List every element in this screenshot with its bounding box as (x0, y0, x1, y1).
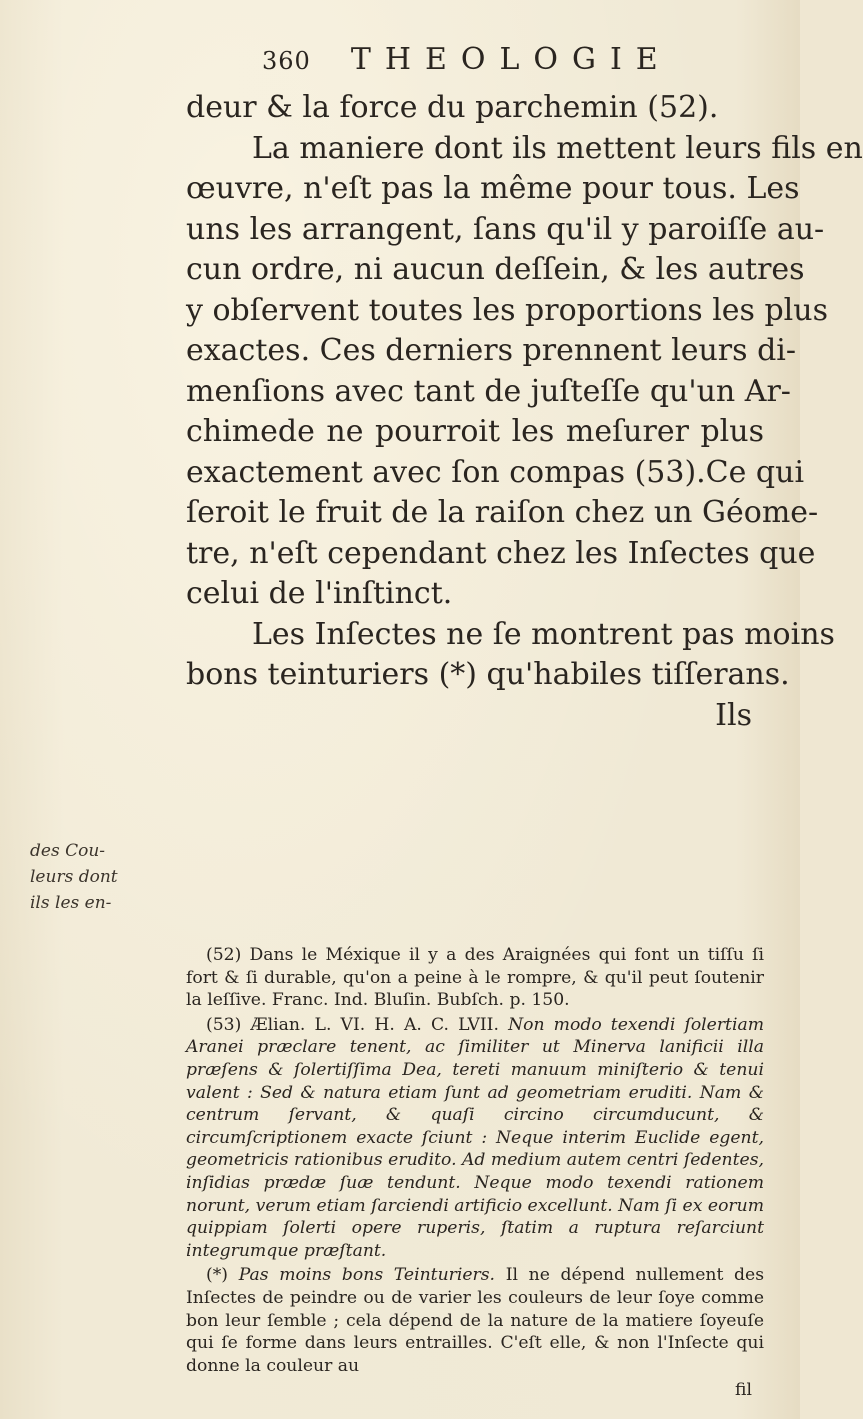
running-title: THEOLOGIE (350, 42, 672, 77)
catchword: Ils (715, 697, 752, 733)
footnote-catchword: fil (735, 1380, 752, 1401)
text-line: y obſervent toutes les proportions les plus (186, 292, 828, 328)
text-line: cun ordre, ni aucun deſſein, & les autres (186, 252, 805, 287)
text-line: uns les arrangent, ſans qu'il y paroiſſe au- (186, 211, 825, 247)
text-line: Les Inſectes ne ſe montrent pas moins (252, 616, 835, 652)
main-text (186, 88, 863, 736)
margin-note-line: ils les en- (30, 893, 112, 913)
page-header (262, 42, 732, 77)
footnote-52: (52) Dans le Méxique il y a des Araignées qui font un tiſſu ſi fort & ſi durable, qu'on a peine à le rompre, & qu'il peut ſoutenir la leſſive. Franc. Ind. Bluſin. Bubſch. p. 150. (186, 945, 764, 1011)
text-line: chimede ne pourroit les meſurer plus (186, 414, 764, 449)
footnotes (186, 944, 764, 1402)
footnote-star-mark: (*) (206, 1265, 229, 1286)
text-line: exactement avec ſon compas (53).Ce qui (186, 454, 805, 490)
text-line: ſeroit le fruit de la raiſon chez un Géome- (186, 495, 819, 530)
margin-note (30, 838, 142, 916)
text-line: œuvre, n'eſt pas la même pour tous. Les (186, 171, 800, 206)
footnote-53-reference: (53) Ælian. L. VI. H. A. C. LVII. (206, 1014, 499, 1035)
footnote-star-text: Il ne dépend nullement des Inſectes de peindre ou de varier les couleurs de leur ſoye comme bon leur ſemble ; cela dépend de la nature de la matiere ſoyeuſe qui ſe forme dans leurs entrailles. C'eſt elle, & non l'Inſecte qui donne la couleur au (186, 1265, 765, 1376)
margin-note-line: des Cou- (30, 841, 106, 861)
text-line: La maniere dont ils mettent leurs fils en (252, 130, 863, 166)
text-line: tre, n'eſt cependant chez les Inſectes que (186, 535, 816, 571)
text-line: menſions avec tant de juſteſſe qu'un Ar- (186, 373, 791, 409)
footnote-star (186, 1264, 764, 1377)
text-line: exactes. Ces derniers prennent leurs di- (186, 333, 797, 368)
text-line: deur & la force du parchemin (52). (186, 90, 719, 125)
footnote-53-latin: Non modo texendi ſolertiam Aranei præclare tenent, ac ſimiliter ut Minerva lanificii illa præſens & ſolertiſſima Dea, tereti manuum miniſterio & tenui valent : Sed & natura etiam ſunt ad geometriam eruditi. Nam & centrum ſervant, & quaſi circino circumducunt, & circumſcriptionem exacte ſciunt : Neque interim Euclide egent, geometricis rationibus erudito. Ad medium autem centri ſedentes, inſidias prædæ ſuæ tendunt. Neque modo texendi rationem norunt, verum etiam ſarciendi artificio excellunt. Nam ſi ex eorum quippiam ſolerti opere ruperis, ſtatim a ruptura reſarciunt integrumque præſtant. (186, 1014, 764, 1261)
footnote-star-heading: Pas moins bons Teinturiers. (238, 1265, 496, 1286)
text-line: bons teinturiers (*) qu'habiles tiſſerans. (186, 657, 790, 692)
text-line: celui de l'inſtinct. (186, 576, 453, 611)
page-number: 360 (262, 47, 311, 75)
margin-note-line: leurs dont (30, 867, 118, 887)
footnote-53 (186, 1014, 764, 1263)
